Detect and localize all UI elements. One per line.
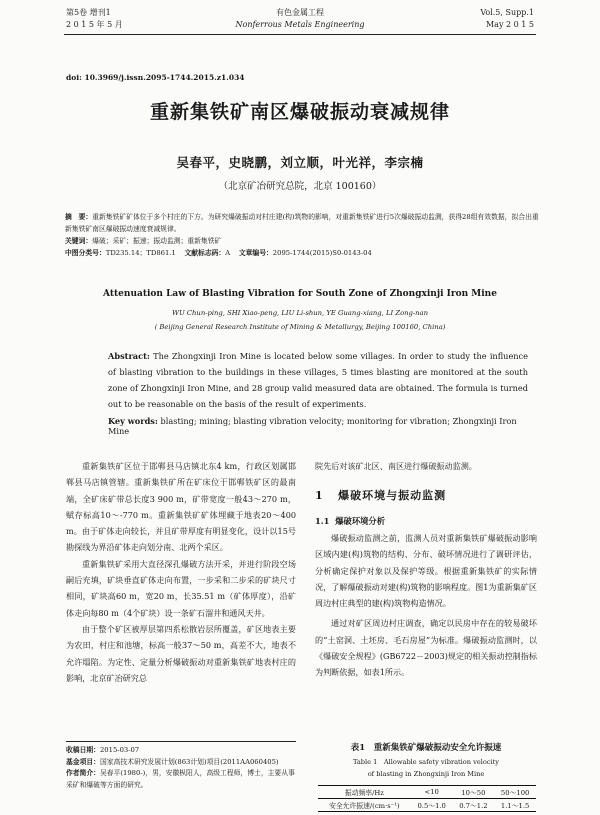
left-paragraph-1: 重新集铁矿区位于邯郸县马店镇北东4 km，行政区划属邯郸县马店镇管辖。重新集铁矿所在矿床位于邯郸铁矿区的最南端，全矿床矿带总长度3 900 m，矿带宽度一般43～270 m，赋存标高10～-770 m。重新集铁矿矿体埋藏于地表20～400 m。由于矿体走向较长，并且矿带厚度有明显变化，设计以15号勘探线为界沿矿体走向划分南、北两个采区。 xyxy=(66,461,296,553)
header-date-en: May 2 0 1 5 xyxy=(485,20,534,29)
table-cell: 0.5～1.0 xyxy=(411,799,453,812)
abstract-en: Abstract: The Zhongxinji Iron Mine is located below some villages. In order to study the influence of blasting vibration to the buildings in these villages, 5 times blasting are monitored at the south zone of Zhongxinji Iron Mine, and 28 group valid measured data are obtained. The formula is turned out to be reasonable on the basis of the result of experiments. xyxy=(108,351,528,409)
doi: doi: 10.3969/j.issn.2095-1744.2015.z1.034 xyxy=(66,73,245,82)
table-1 xyxy=(318,785,536,812)
right-column-intro: 院先后对该矿北区、南区进行爆破振动监测。 xyxy=(315,461,477,471)
footnote-fund: 基金项目：国家高技术研究发展计划(863计划)项目(2011AA060405) xyxy=(66,757,279,766)
table-row xyxy=(318,786,536,799)
table-cell: 1.1～1.5 xyxy=(494,799,536,812)
left-column xyxy=(66,458,296,686)
footnote-author: 作者简介：吴春平(1980-)，男，安徽枞阳人，高级工程师，博士，主要从事采矿和爆破等方面的研究。 xyxy=(66,769,295,789)
header-volume-en: Vol.5, Supp.1 xyxy=(480,8,534,17)
affiliation-cn: （北京矿冶研究总院，北京 100160） xyxy=(218,181,382,192)
section-1-heading: 1 爆破环境与振动监测 xyxy=(315,489,447,502)
affiliation-en: ( Beijing General Research Institute of Mining & Metallurgy, Beijing 100160, China) xyxy=(154,323,446,331)
keywords-en: Key words: blasting; mining; blasting vibration velocity; monitoring for vibration; Zhongxinji Iron Mine xyxy=(108,416,517,436)
authors-en: WU Chun-ping, SHI Xiao-peng, LIU Li-shun, YE Guang-xiang, LI Zong-nan xyxy=(171,309,428,317)
right-column-body xyxy=(315,530,537,681)
left-paragraph-3: 由于整个矿区被厚层第四系松散岩层所覆盖，矿区地表主要为农田，村庄和池塘，标高一般37～50 m，高差不大，地表不允许塌陷。为定性、定量分析爆破振动对重新集铁矿地表村庄的影响，北京矿冶研究总 xyxy=(66,623,296,683)
footnote xyxy=(66,745,298,791)
title-en: Attenuation Law of Blasting Vibration for South Zone of Zhongxinji Iron Mine xyxy=(103,289,497,299)
keywords-cn: 关键词：爆破；采矿；振速；振动监测；重新集铁矿 xyxy=(65,237,222,245)
table-cell: 振动频率/Hz xyxy=(318,786,411,799)
table-1-caption-en-line2: of blasting in Zhongxinji Iron Mine xyxy=(367,770,485,778)
table-1-caption-en-line1: Table 1 Allowable safety vibration velocity xyxy=(352,758,499,766)
right-paragraph-1: 爆破振动监测之前，监测人员对重新集铁矿爆破振动影响区域内建(构)筑物的结构、分布、破坏情况进行了调研评估，分析确定保护对象以及保护等级。根据重新集铁矿的实际情况，了解爆破振动对建(构)筑物的影响程度。图1为重新集矿区周边村庄典型的建(构)筑物构造情况。 xyxy=(315,533,537,609)
table-cell: 10～50 xyxy=(453,786,495,799)
table-cell: 0.7～1.2 xyxy=(453,799,495,812)
table-cell: 50～100 xyxy=(494,786,536,799)
left-paragraph-2: 重新集铁矿采用大直径深孔爆破方法开采，并进行阶段空场嗣后充填，矿块垂直矿体走向布置，一步采和二步采的矿块尺寸相同，矿块高60 m，宽20 m，长35.51 m（矿体厚度），沿矿体走向每80 m（4个矿块）设一条矿石溜井和通风天井。 xyxy=(66,558,296,618)
header-journal-cn: 有色金属工程 xyxy=(276,8,324,17)
header-volume-cn: 第5卷 增刊1 xyxy=(66,8,111,17)
right-paragraph-2: 通过对矿区周边村庄调查，确定以民房中存在的较易破坏的“土窑洞、土坯房、毛石房屋”为标准。爆破振动监测时，以《爆破安全规程》(GB6722－2003)规定的相关振动控制指标为判断依据，如表1所示。 xyxy=(315,618,537,678)
abstract-cn xyxy=(65,211,543,259)
header-rule xyxy=(64,34,536,35)
subsection-1-1-heading: 1.1 爆破环境分析 xyxy=(315,516,386,526)
header-journal-en: Nonferrous Metals Engineering xyxy=(235,20,365,29)
table-cell: 安全允许振速/(cm·s⁻¹) xyxy=(318,799,411,812)
abstract-cn-body: 摘 要：重新集铁矿矿体位于多个村庄的下方。为研究爆破振动对村庄建(构)筑物的影响，对重新集铁矿进行5次爆破振动监测，获得28组有效数据，拟合出重新集铁矿南区爆破振动速度衰减规律。 xyxy=(65,213,539,233)
footnote-received: 收稿日期：2015-03-07 xyxy=(66,746,140,754)
authors-cn: 吴春平，史晓鹏，刘立顺，叶光祥，李宗楠 xyxy=(176,155,424,170)
table-row xyxy=(318,799,536,812)
table-1-caption-cn: 表1 重新集铁矿爆破振动安全允许振速 xyxy=(350,743,502,753)
header-date-cn: 2 0 1 5 年 5 月 xyxy=(66,20,123,29)
table-cell: <10 xyxy=(411,786,453,799)
title-cn: 重新集铁矿南区爆破振动衰减规律 xyxy=(149,101,450,123)
classification-cn: 中图分类号：TD235.14；TD861.1 文献标志码：A 文章编号：2095-1744(2015)S0-0143-04 xyxy=(65,249,372,257)
footnote-rule xyxy=(66,741,296,742)
